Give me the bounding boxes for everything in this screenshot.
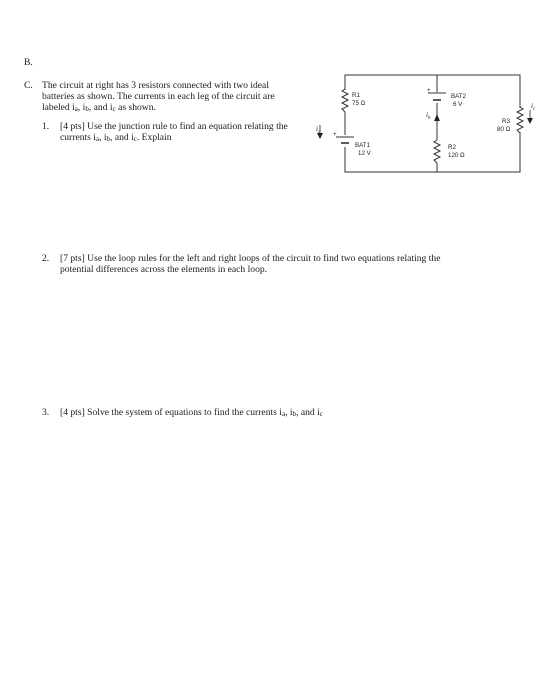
current-b-label: $i_b$ — [426, 111, 431, 121]
question-1-line-2: currents $i_a$, $i_b$, and $i_c$. Explain — [60, 132, 172, 143]
question-2-line-2: potential differences across the elements in each loop. — [60, 264, 268, 275]
current-a-label: $i_a$ — [316, 125, 321, 135]
question-1-line-1: [4 pts] Use the junction rule to find an equation relating the — [60, 121, 288, 132]
question-2-line-1: [7 pts] Use the loop rules for the left and right loops of the circuit to find two equations relating the — [60, 253, 441, 264]
section-b-marker: B. — [24, 57, 33, 68]
intro-line-1: The circuit at right has 3 resistors connected with two ideal — [42, 80, 269, 91]
r3-value: 80 Ω — [497, 126, 511, 133]
intro-line-3: labeled $i_a$, $i_b$, and $i_c$ as shown. — [42, 102, 156, 113]
bat2-plus: + — [427, 87, 431, 94]
r2-name: R2 — [448, 144, 456, 151]
current-b-arrow — [434, 114, 440, 121]
circuit-outer-wire — [345, 75, 520, 172]
r2-resistor — [434, 140, 440, 163]
bat1-plus: + — [333, 131, 337, 138]
question-3-line-1: [4 pts] Solve the system of equations to find the currents $i_a$, $i_b$, and $i_c$ — [60, 407, 323, 418]
current-c-label: $i_c$ — [531, 102, 536, 112]
r3-name: R3 — [502, 118, 510, 125]
question-2-number: 2. — [42, 253, 50, 264]
bat1-name: BAT1 — [355, 142, 371, 149]
bat2-name: BAT2 — [451, 93, 467, 100]
bat1-value: 12 V — [358, 150, 371, 157]
question-3-number: 3. — [42, 407, 50, 418]
question-1-number: 1. — [42, 121, 50, 132]
r1-name: R1 — [352, 92, 360, 99]
r2-value: 120 Ω — [448, 152, 465, 159]
bat2-break — [431, 92, 443, 103]
intro-line-2: batteries as shown. The currents in each leg of the circuit are — [42, 91, 275, 102]
section-c-marker: C. — [24, 80, 33, 91]
r1-value: 75 Ω — [352, 100, 366, 107]
bat2-value: 6 V — [453, 101, 463, 108]
